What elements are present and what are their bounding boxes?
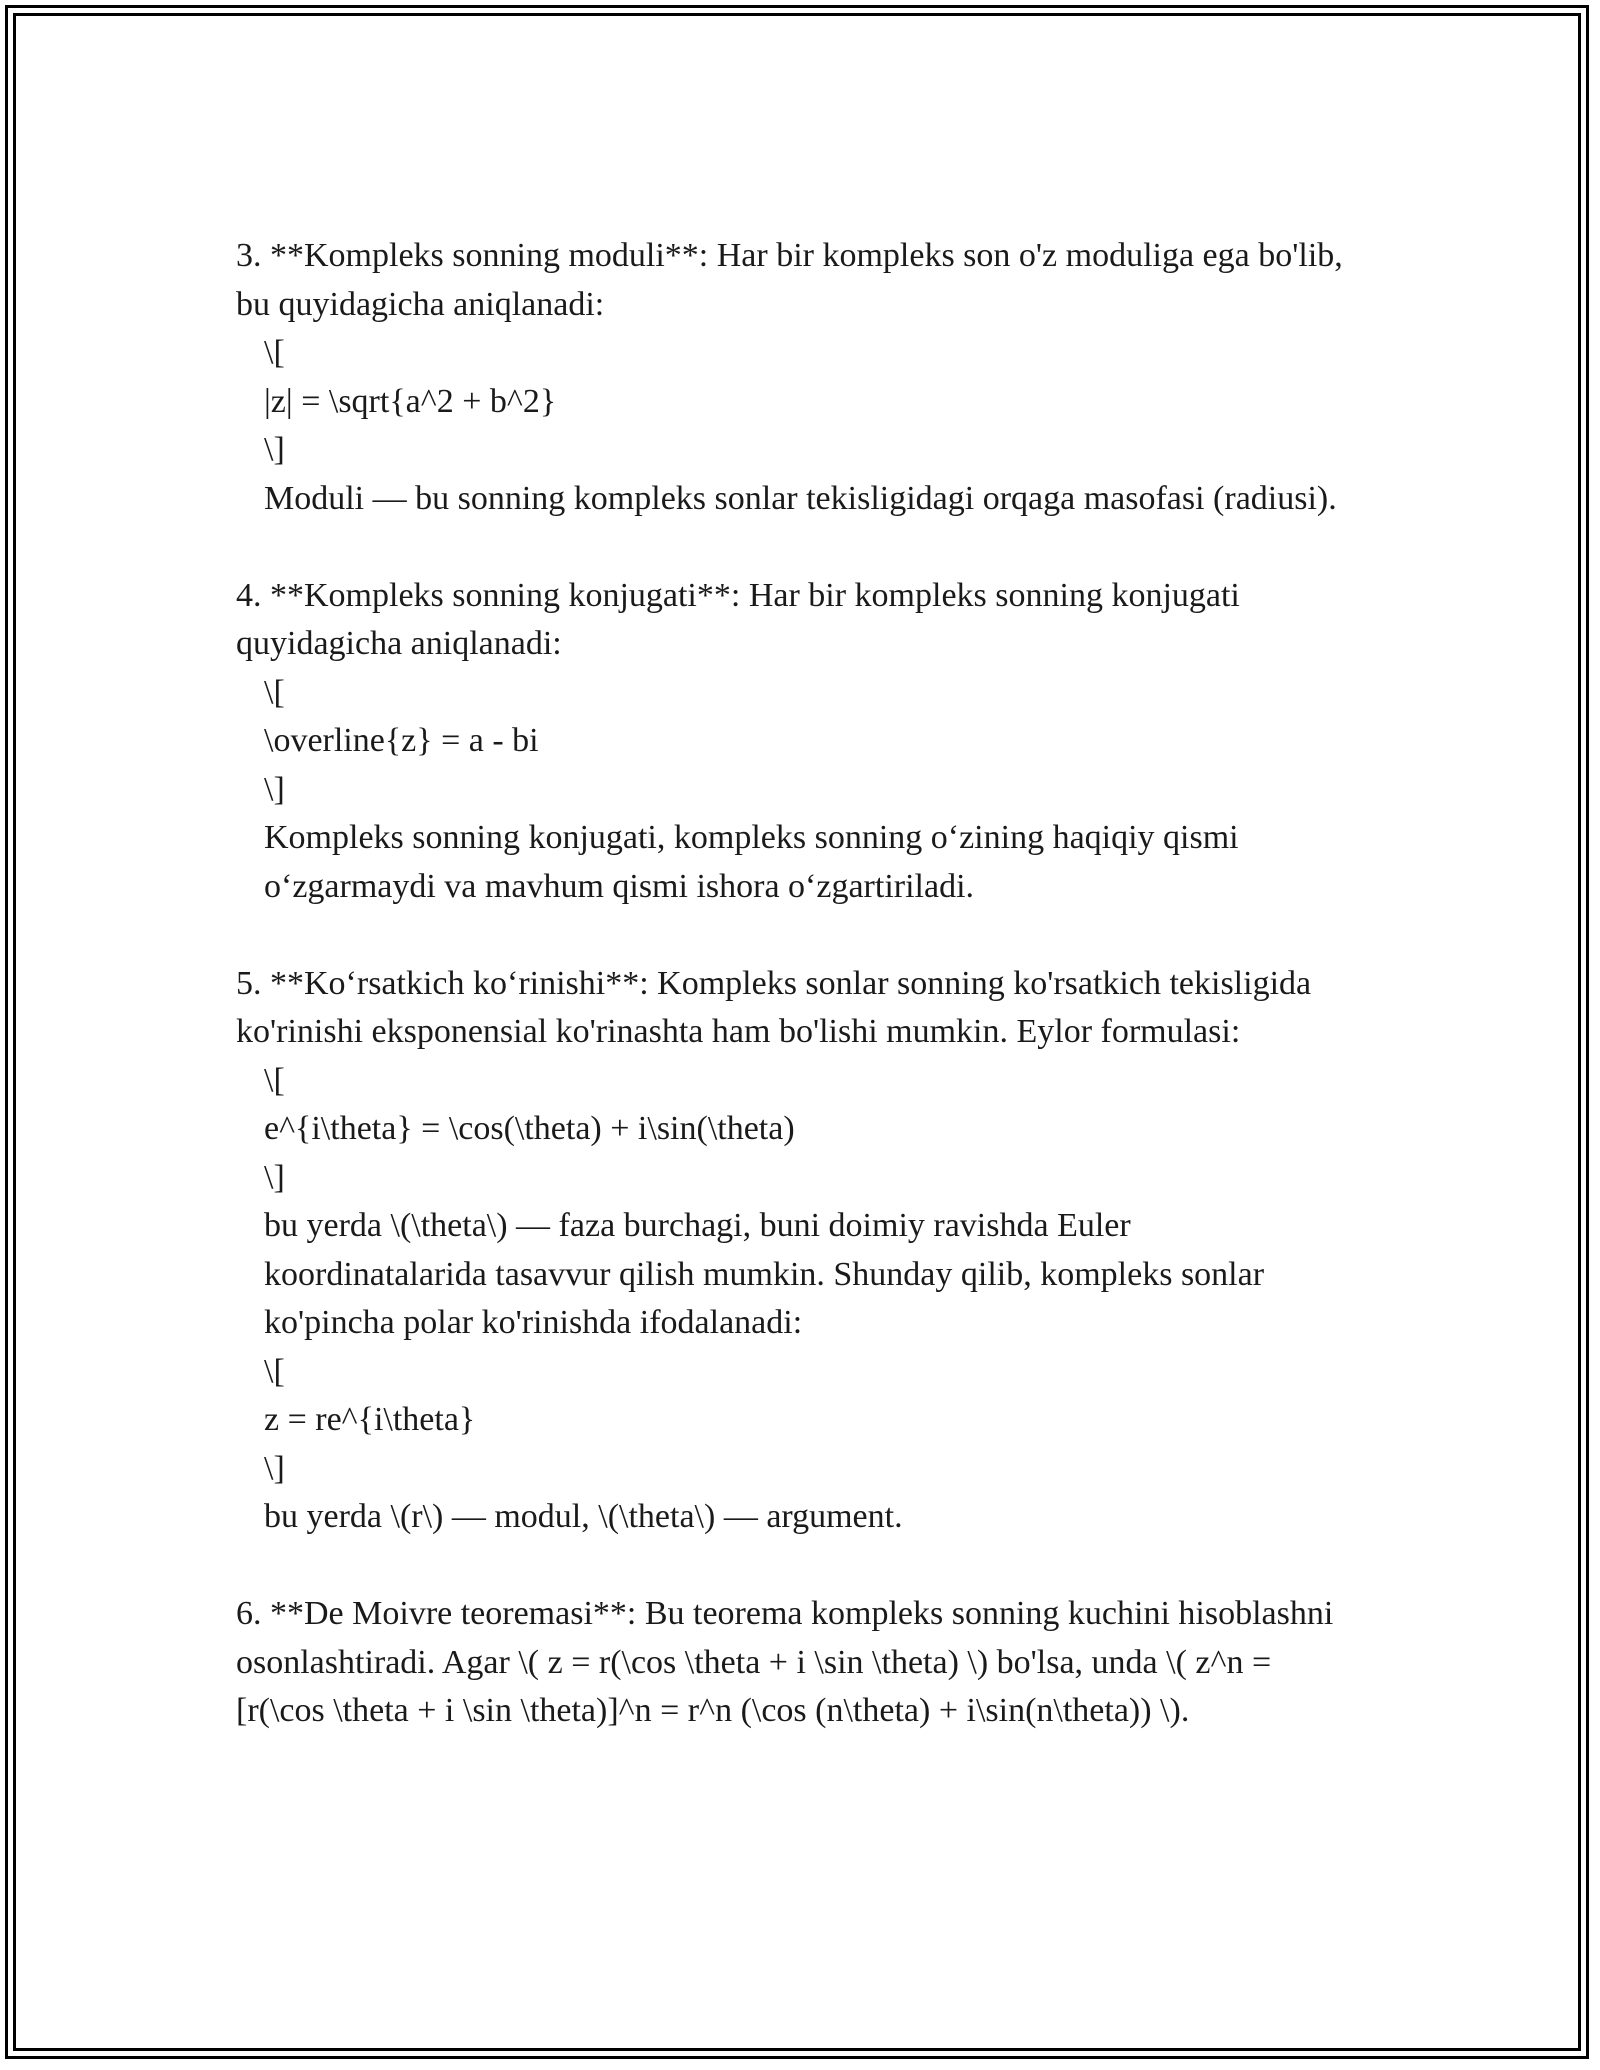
document-body	[236, 232, 1356, 1784]
section-note: Kompleks sonning konjugati, kompleks sonning o‘zining haqiqiy qismi o‘zgarmaydi va mavhum qismi ishora o‘zgartiriladi.	[264, 819, 1248, 905]
section-note: bu yerda \(\theta\) — faza burchagi, buni doimiy ravishda Euler koordinatalarida tasavvur qilish mumkin. Shunday qilib, kompleks sonlar ko'pincha polar ko'rinishda ifodalanadi:	[264, 1207, 1273, 1341]
math-open: \[	[264, 1061, 285, 1099]
math-formula: |z| = \sqrt{a^2 + b^2}	[264, 382, 557, 420]
section-de-moivre	[236, 1590, 1356, 1736]
section-lead: 3. **Kompleks sonning moduli**: Har bir kompleks son o'z moduliga ega bo'lib, bu quyidagicha aniqlanadi:	[236, 237, 1352, 323]
section-modulus	[236, 232, 1356, 523]
math-close: \]	[264, 431, 285, 468]
math-formula: z = re^{i\theta}	[264, 1401, 476, 1438]
math-open: \[	[264, 334, 285, 371]
section-exponential	[236, 960, 1356, 1542]
math-open: \[	[264, 1352, 285, 1390]
section-conjugate	[236, 572, 1356, 912]
math-formula: \overline{z} = a - bi	[264, 722, 539, 759]
math-close: \]	[264, 1158, 285, 1196]
math-open: \[	[264, 673, 285, 711]
section-lead: 5. **Ko‘rsatkich ko‘rinishi**: Kompleks sonlar sonning ko'rsatkich tekisligida ko'rinishi eksponensial ko'rinashta ham bo'lishi mumkin. Eylor formulasi:	[236, 964, 1320, 1050]
math-close: \]	[264, 1449, 285, 1487]
section-note: Moduli — bu sonning kompleks sonlar tekisligidagi orqaga masofasi (radiusi).	[264, 479, 1337, 517]
section-lead: 6. **De Moivre teoremasi**: Bu teorema kompleks sonning kuchini hisoblashni osonlashtiradi. Agar \( z = r(\cos \theta + i \sin \theta) \) bo'lsa, unda \( z^n = [r(\cos \theta + i \sin \theta)]^n = r^n (\cos (n\theta) + i\sin(n\theta)) \).	[236, 1595, 1342, 1729]
math-formula: e^{i\theta} = \cos(\theta) + i\sin(\theta)	[264, 1110, 795, 1147]
section-note: bu yerda \(r\) — modul, \(\theta\) — argument.	[264, 1498, 903, 1535]
section-lead: 4. **Kompleks sonning konjugati**: Har bir kompleks sonning konjugati quyidagicha aniqlanadi:	[236, 576, 1249, 662]
math-close: \]	[264, 770, 285, 808]
